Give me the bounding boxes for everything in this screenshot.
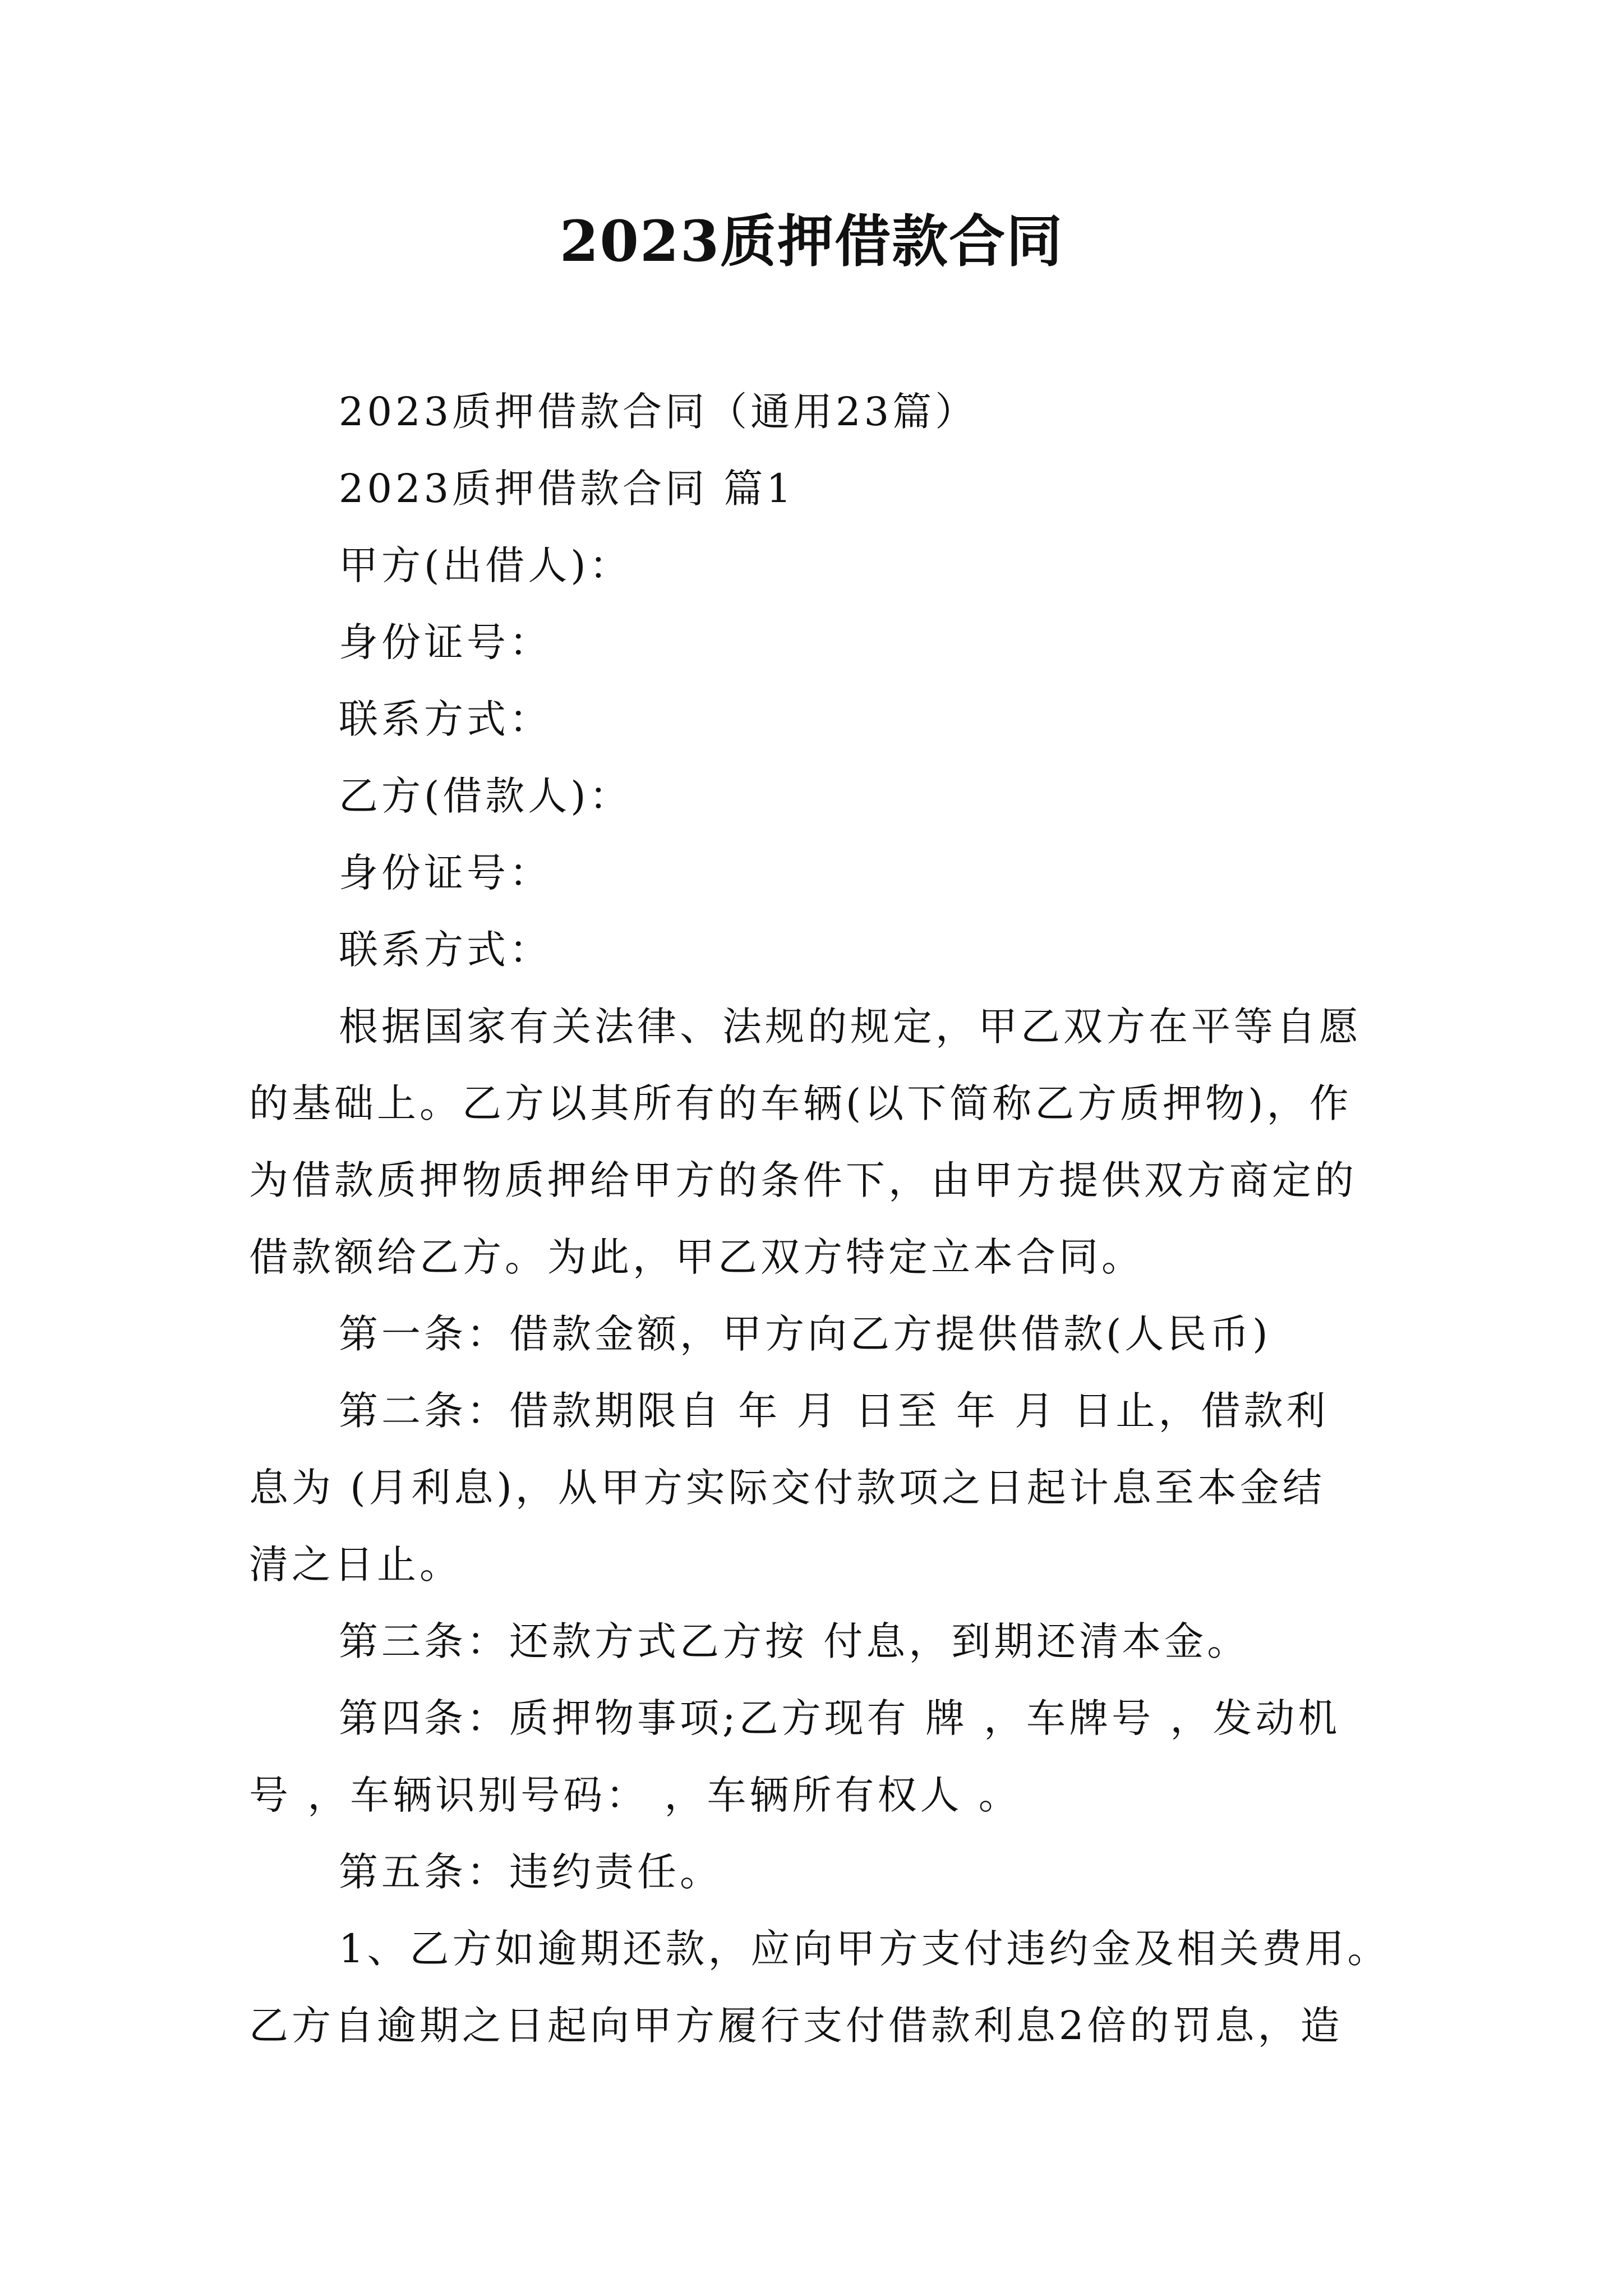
paragraph-line: 第五条：违约责任。 xyxy=(339,1849,722,1895)
paragraph-line: 身份证号： xyxy=(339,619,552,665)
paragraph-line: 乙方(借款人)： xyxy=(339,773,632,819)
paragraph-line: 身份证号： xyxy=(339,850,552,896)
paragraph-line: 清之日止。 xyxy=(249,1542,462,1588)
paragraph-line: 第四条：质押物事项;乙方现有 牌 ，车牌号 ，发动机 xyxy=(339,1695,1341,1741)
paragraph-line: 为借款质押物质押给甲方的条件下，由甲方提供双方商定的 xyxy=(249,1157,1357,1203)
paragraph-line: 乙方自逾期之日起向甲方履行支付借款利息2倍的罚息，造 xyxy=(249,2003,1343,2049)
paragraph-line: 第一条：借款金额，甲方向乙方提供借款(人民币) xyxy=(339,1311,1271,1357)
paragraph-line: 甲方(出借人)： xyxy=(339,542,632,588)
document-title: 2023质押借款合同 xyxy=(559,208,1064,274)
paragraph-line: 2023质押借款合同 篇1 xyxy=(339,466,795,512)
document-body xyxy=(249,374,1393,2064)
paragraph-line: 联系方式： xyxy=(339,696,552,742)
paragraph-line: 息为 (月利息)，从甲方实际交付款项之日起计息至本金结 xyxy=(249,1465,1325,1511)
paragraph-line: 号 ，车辆识别号码： ，车辆所有权人 。 xyxy=(249,1772,1021,1818)
paragraph-line: 第二条：借款期限自 年 月 日至 年 月 日止，借款利 xyxy=(339,1388,1329,1434)
paragraph-line: 2023质押借款合同（通用23篇） xyxy=(339,389,978,435)
paragraph-line: 1、乙方如逾期还款，应向甲方支付违约金及相关费用。 xyxy=(339,1926,1390,1972)
paragraph-line: 第三条：还款方式乙方按 付息，到期还清本金。 xyxy=(339,1618,1250,1664)
paragraph-line: 借款额给乙方。为此，甲乙双方特定立本合同。 xyxy=(249,1234,1144,1280)
paragraph-line: 联系方式： xyxy=(339,927,552,973)
paragraph-line: 的基础上。乙方以其所有的车辆(以下简称乙方质押物)，作 xyxy=(249,1080,1352,1126)
paragraph-line: 根据国家有关法律、法规的规定，甲乙双方在平等自愿 xyxy=(339,1004,1362,1050)
